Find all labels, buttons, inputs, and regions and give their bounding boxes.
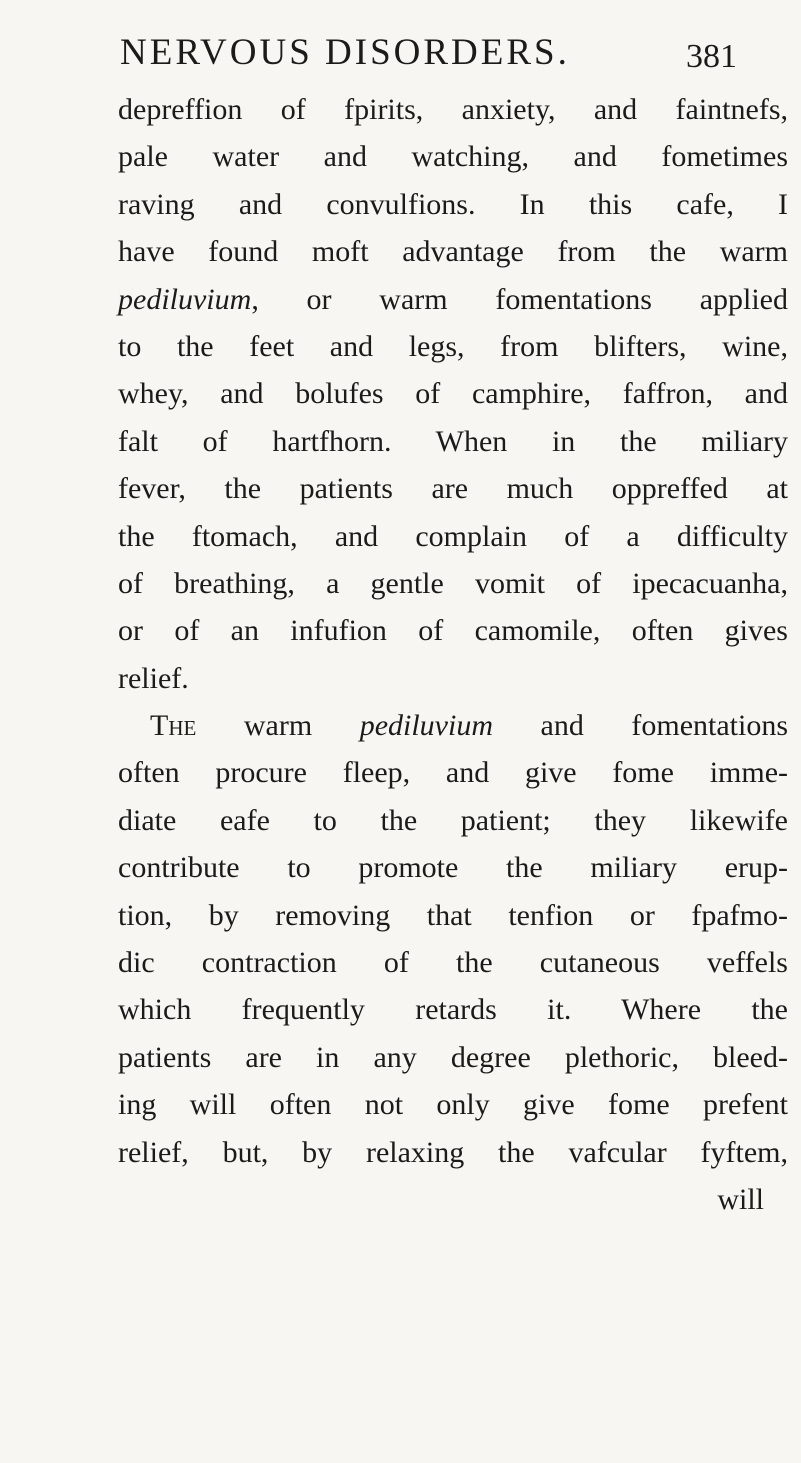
text-line: ing will often not only give fome prefent <box>118 1088 788 1122</box>
text-line: relief, but, by relaxing the vafcular fyftem, <box>118 1135 788 1169</box>
text-line: pale water and watching, and fometimes <box>118 140 788 174</box>
text-line <box>118 276 788 323</box>
text-line: relief. <box>118 661 189 695</box>
italic-term: pediluvium <box>359 709 493 743</box>
body-text <box>118 86 788 1223</box>
text-line: have found moft advantage from the warm <box>118 235 788 269</box>
text-line: fever, the patients are much oppreffed at <box>118 472 788 506</box>
paragraph-lead: The <box>150 709 197 743</box>
running-head <box>120 30 780 76</box>
text-line: whey, and bolufes of camphire, faffron, and <box>118 377 788 411</box>
text-run: warm <box>196 709 360 743</box>
text-line: patients are in any degree plethoric, bleed- <box>118 1040 788 1074</box>
text-run: and fomentations <box>493 709 788 743</box>
text-line: or of an infufion of camomile, often gives <box>118 614 788 648</box>
text-line <box>118 702 788 749</box>
text-line: falt of hartfhorn. When in the miliary <box>118 424 788 458</box>
text-line: to the feet and legs, from blifters, wine, <box>118 329 788 363</box>
text-line: diate eafe to the patient; they likewife <box>118 803 788 837</box>
text-line: of breathing, a gentle vomit of ipecacuanha, <box>118 566 788 600</box>
text-run: , or warm fomentations applied <box>251 282 788 316</box>
text-line: contribute to promote the miliary erup- <box>118 851 788 885</box>
text-line: often procure fleep, and give fome imme- <box>118 756 788 790</box>
catchword: will <box>717 1182 764 1216</box>
text-line: raving and convulfions. In this cafe, I <box>118 187 788 221</box>
text-line: dic contraction of the cutaneous veffels <box>118 946 788 980</box>
running-title: NERVOUS DISORDERS. <box>120 32 570 73</box>
text-line: depreffion of fpirits, anxiety, and faintnefs, <box>118 93 788 126</box>
text-line: which frequently retards it. Where the <box>118 993 788 1027</box>
text-line: tion, by removing that tenfion or fpafmo- <box>118 898 788 932</box>
text-line: the ftomach, and complain of a difficulty <box>118 519 788 553</box>
page-number: 381 <box>686 38 737 75</box>
italic-term: pediluvium <box>118 282 252 316</box>
